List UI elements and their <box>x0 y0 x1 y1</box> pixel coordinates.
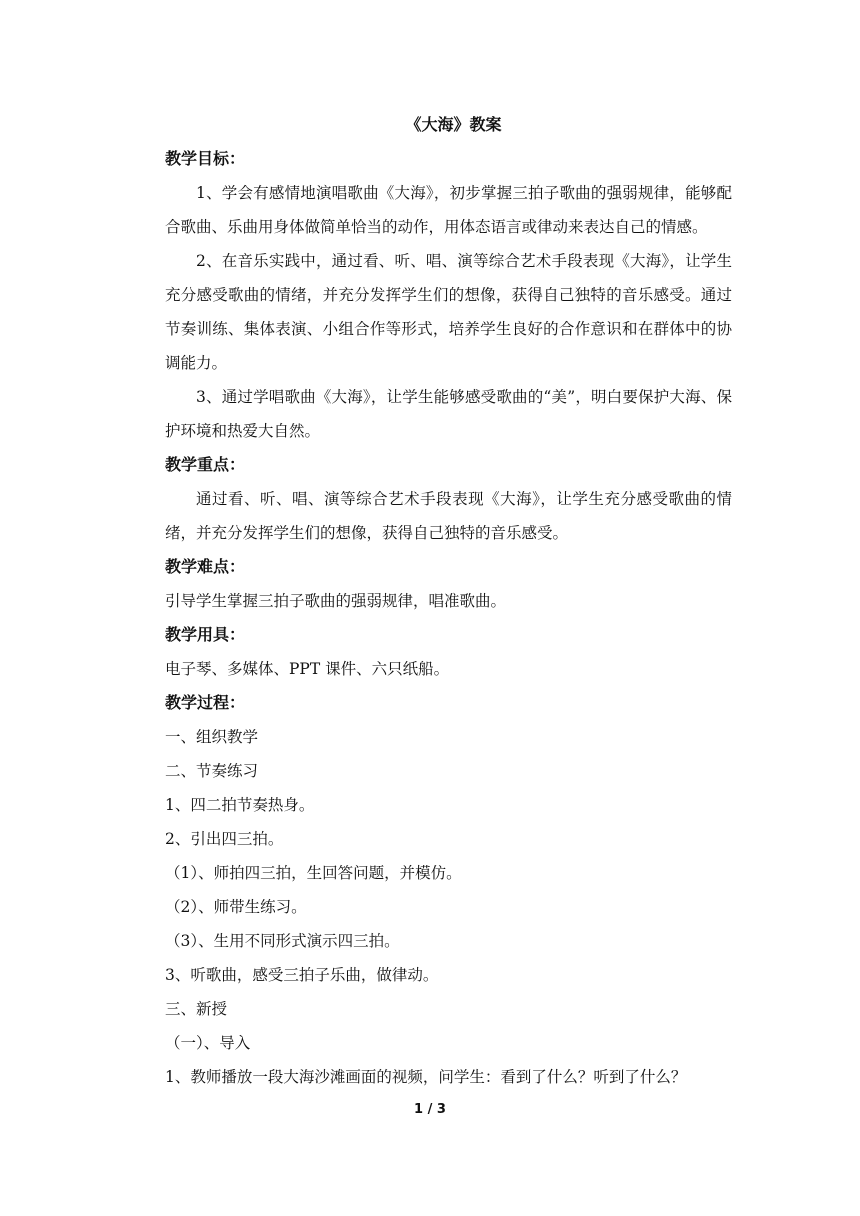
goals-heading: 教学目标： <box>165 149 246 168</box>
key-points-text: 通过看、听、唱、演等综合艺术手段表现《大海》，让学生充分感受歌曲的情绪，并充分发挥学生们的想像，获得自己独特的音乐感受。 <box>165 490 732 542</box>
goal-paragraph-2: 2、在音乐实践中，通过看、听、唱、演等综合艺术手段表现《大海》，让学生充分感受歌曲的情绪，并充分发挥学生们的想像，获得自己独特的音乐感受。通过节奏训练、集体表演、小组合作等形式，培养学生良好的合作意识和在群体中的协调能力。 <box>165 252 732 372</box>
process-line: 1、教师播放一段大海沙滩画面的视频，问学生：看到了什么？听到了什么？ <box>165 1068 687 1086</box>
process-line: 3、听歌曲，感受三拍子乐曲，做律动。 <box>165 966 439 984</box>
process-heading: 教学过程： <box>165 693 246 712</box>
process-line: 一、组织教学 <box>165 728 259 746</box>
difficulty-text: 引导学生掌握三拍子歌曲的强弱规律，唱准歌曲。 <box>165 592 507 610</box>
tools-text: 电子琴、多媒体、PPT 课件、六只纸船。 <box>165 660 450 678</box>
process-line: 1、四二拍节奏热身。 <box>165 796 315 814</box>
process-line: 三、新授 <box>165 1000 228 1018</box>
process-line: （3）、生用不同形式演示四三拍。 <box>165 932 400 950</box>
process-line: 二、节奏练习 <box>165 762 259 780</box>
document-body <box>165 108 732 1094</box>
key-points-heading: 教学重点： <box>165 455 246 474</box>
process-line: （1）、师拍四三拍，生回答问题，并模仿。 <box>165 864 462 882</box>
process-line: （2）、师带生练习。 <box>165 898 307 916</box>
difficulty-heading: 教学难点： <box>165 557 246 576</box>
process-line: （一）、导入 <box>165 1034 251 1052</box>
tools-heading: 教学用具： <box>165 625 246 644</box>
goal-paragraph-1: 1、学会有感情地演唱歌曲《大海》，初步掌握三拍子歌曲的强弱规律，能够配合歌曲、乐曲用身体做简单恰当的动作，用体态语言或律动来表达自己的情感。 <box>165 184 732 236</box>
goal-paragraph-3: 3、通过学唱歌曲《大海》，让学生能够感受歌曲的“美”，明白要保护大海、保护环境和热爱大自然。 <box>165 388 732 440</box>
page-number: 1 / 3 <box>414 1102 446 1117</box>
process-line: 2、引出四三拍。 <box>165 830 284 848</box>
document-title: 《大海》教案 <box>405 115 502 134</box>
